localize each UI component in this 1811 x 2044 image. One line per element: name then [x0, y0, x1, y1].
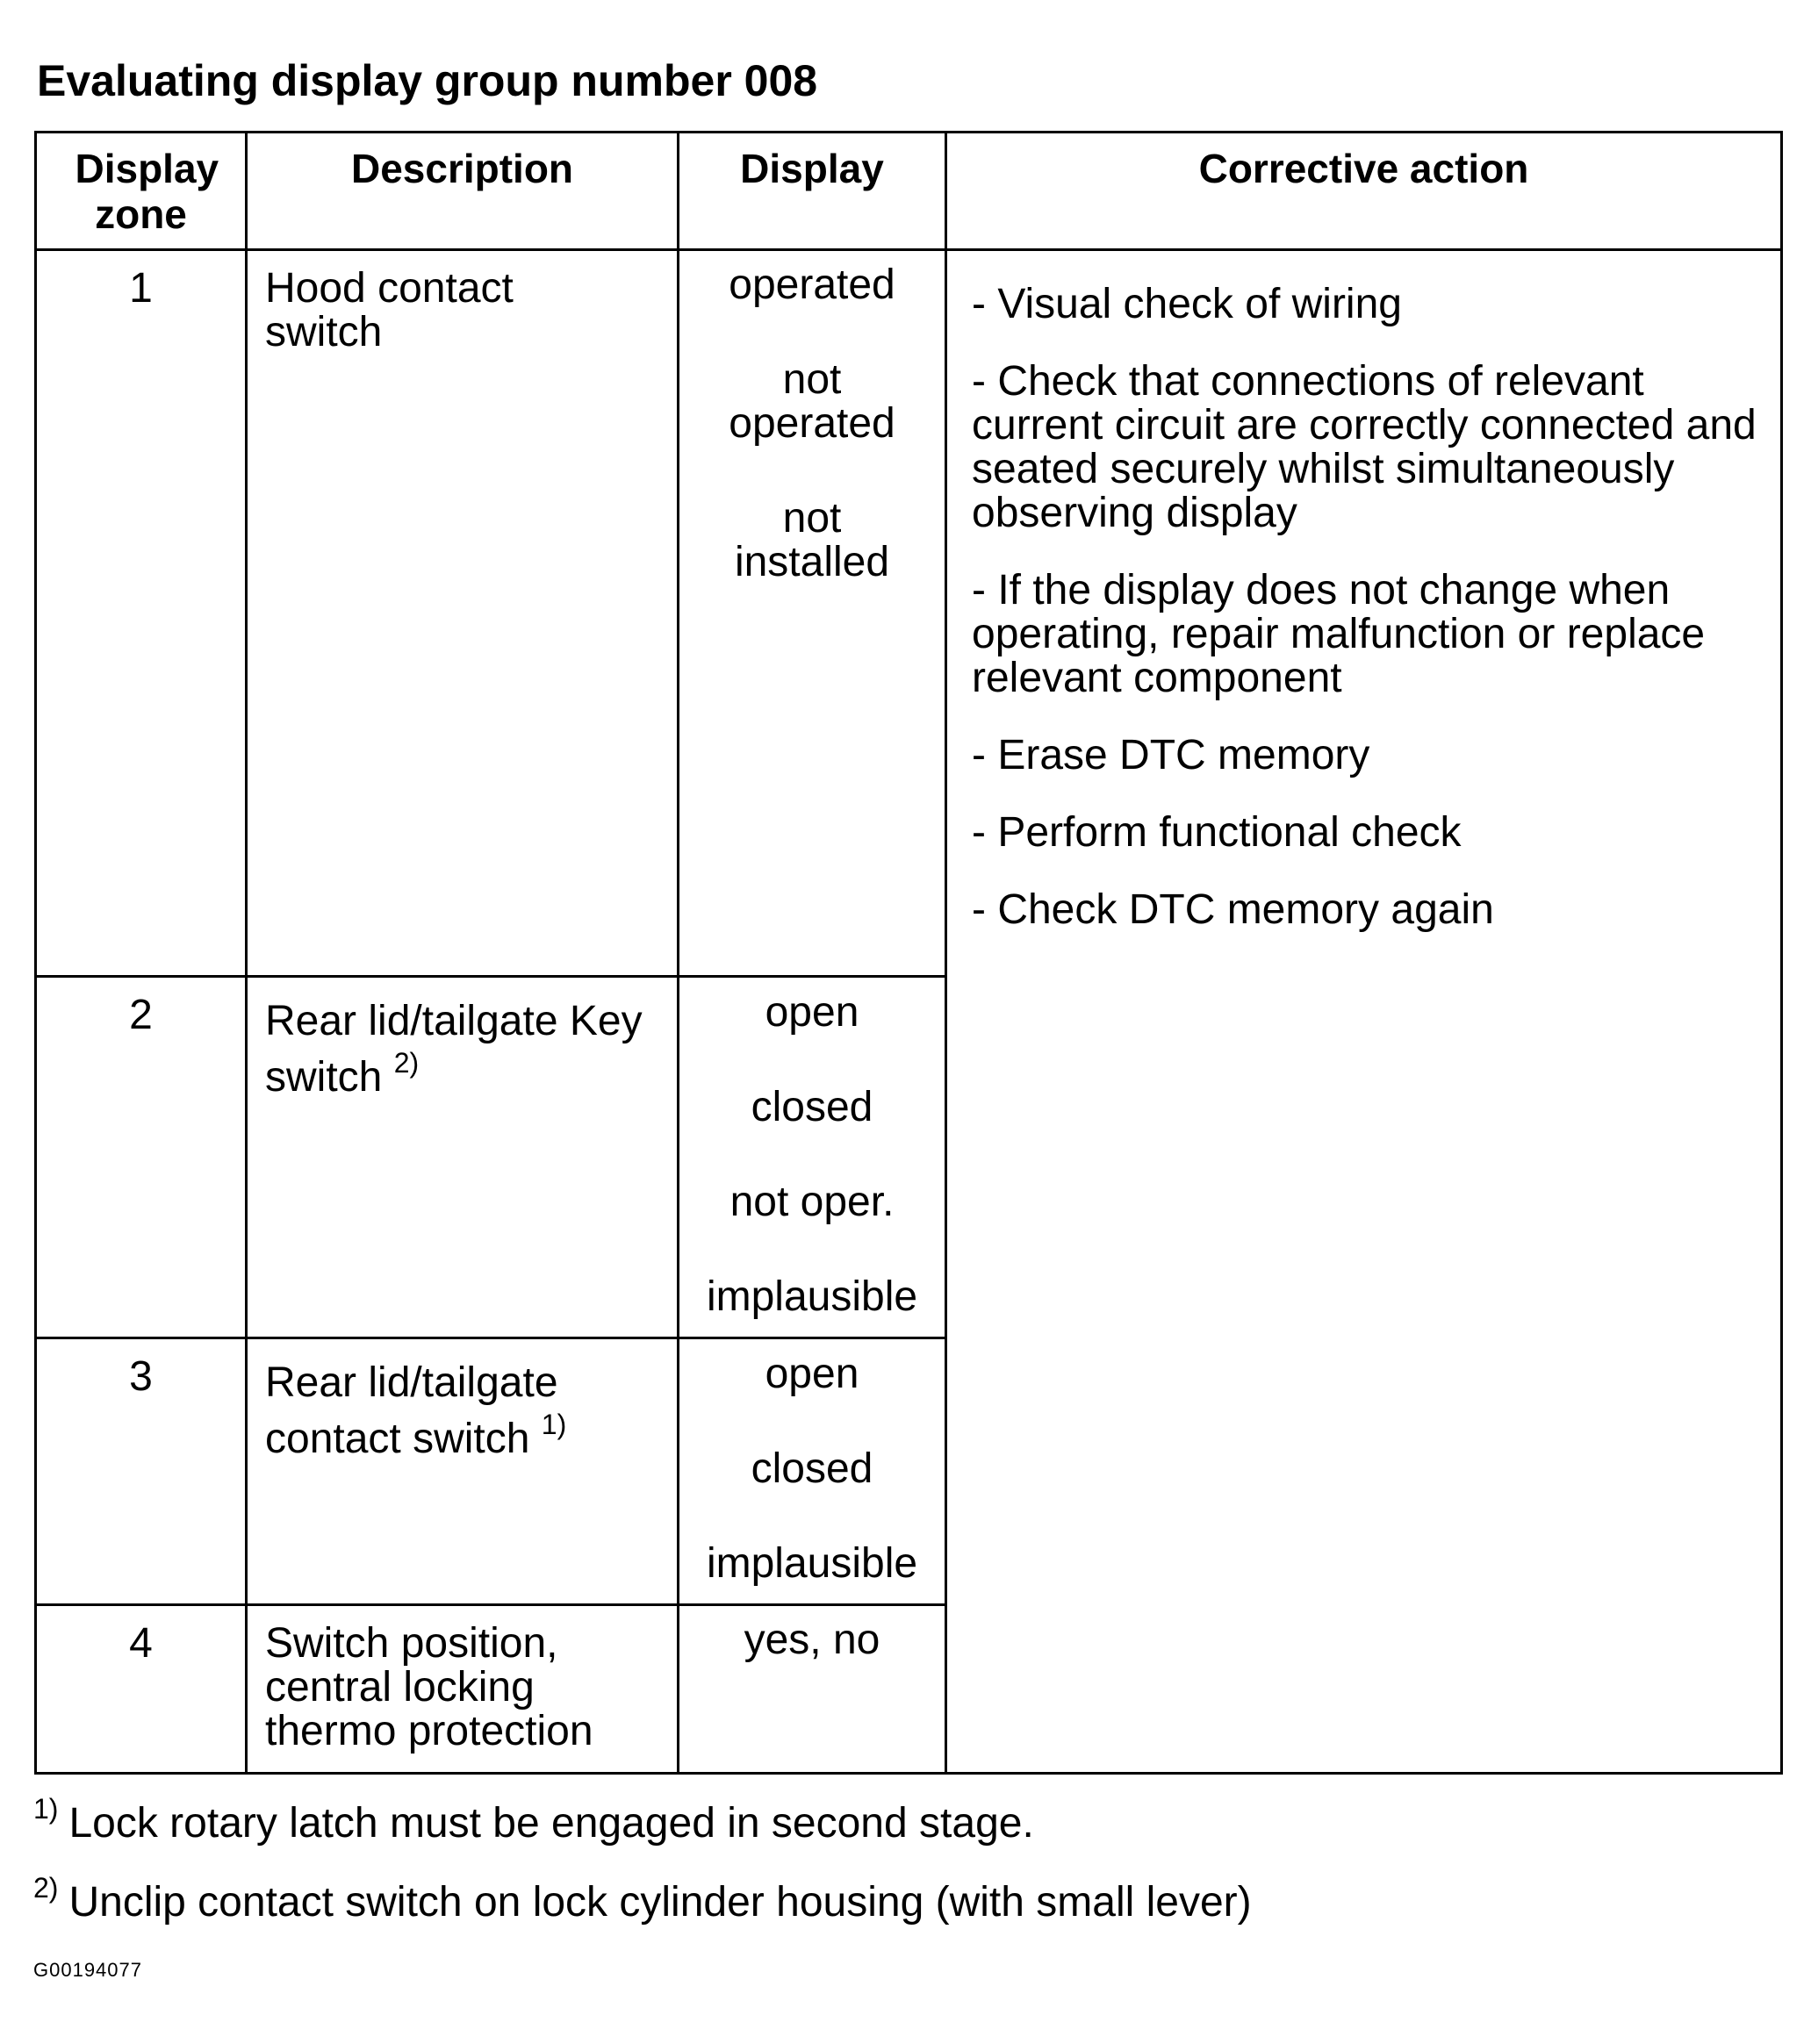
description-text: Rear lid/tailgate contact switch $^{1)}$: [265, 1359, 567, 1462]
display-value: implausible: [706, 1273, 918, 1320]
description-text: Switch position, central locking thermo protection: [265, 1620, 593, 1754]
description-cell: [247, 1338, 679, 1605]
action-item: - Check that connections of relevant current circuit are correctly connected and seated securely whilst simultaneously observing display: [972, 358, 1757, 536]
action-item: - If the display does not change when operating, repair malfunction or replace relevant component: [972, 567, 1706, 701]
footnote-ref: 2): [393, 1047, 420, 1079]
description-cell: [247, 1605, 679, 1774]
header-display-zone: Display zone: [36, 133, 247, 250]
display-value: operated: [729, 262, 895, 308]
display-value: open: [765, 1351, 859, 1397]
zone-cell: 2: [36, 977, 247, 1338]
action-item: - Check DTC memory again: [972, 886, 1494, 933]
table-header-row: [36, 133, 1782, 250]
display-cell: [679, 977, 946, 1338]
page-title: Evaluating display group number 008: [37, 56, 818, 105]
figure-id: G00194077: [33, 1959, 142, 1981]
display-value: closed: [751, 1445, 873, 1492]
display-group-table: [34, 131, 1783, 1775]
header-corrective-action: Corrective action: [946, 133, 1782, 250]
display-value: not installed: [734, 495, 890, 585]
description-text: Hood contact switch: [265, 265, 514, 355]
header-description: Description: [247, 133, 679, 250]
header-display: Display: [679, 133, 946, 250]
display-value: not operated: [729, 356, 895, 447]
description-cell: [247, 977, 679, 1338]
corrective-action-cell: [946, 250, 1782, 1774]
description-cell: [247, 250, 679, 977]
action-item: - Erase DTC memory: [972, 732, 1370, 778]
footnote-2: [33, 1872, 1252, 1927]
display-cell: [679, 250, 946, 977]
table-row: [36, 250, 1782, 977]
action-item: - Perform functional check: [972, 809, 1462, 856]
display-value: open: [765, 989, 859, 1036]
footnote-mark: 2): [33, 1872, 59, 1904]
footnote-text: Unclip contact switch on lock cylinder housing (with small lever): [68, 1879, 1252, 1926]
action-item: - Visual check of wiring: [972, 281, 1402, 327]
footnote-ref: 1): [541, 1409, 567, 1440]
footnote-mark: 1): [33, 1793, 59, 1825]
zone-cell: 4: [36, 1605, 247, 1774]
display-cell: [679, 1338, 946, 1605]
display-value: implausible: [706, 1540, 918, 1587]
description-text: Rear lid/tailgate Key switch $^{2)}$: [265, 998, 643, 1101]
zone-cell: 1: [36, 250, 247, 977]
display-value: yes, no: [744, 1617, 880, 1663]
display-value: closed: [751, 1084, 873, 1130]
footnote-1: [33, 1793, 1034, 1848]
footnote-text: Lock rotary latch must be engaged in second stage.: [68, 1800, 1034, 1847]
zone-cell: 3: [36, 1338, 247, 1605]
display-cell: [679, 1605, 946, 1774]
display-value: not oper.: [729, 1179, 895, 1225]
